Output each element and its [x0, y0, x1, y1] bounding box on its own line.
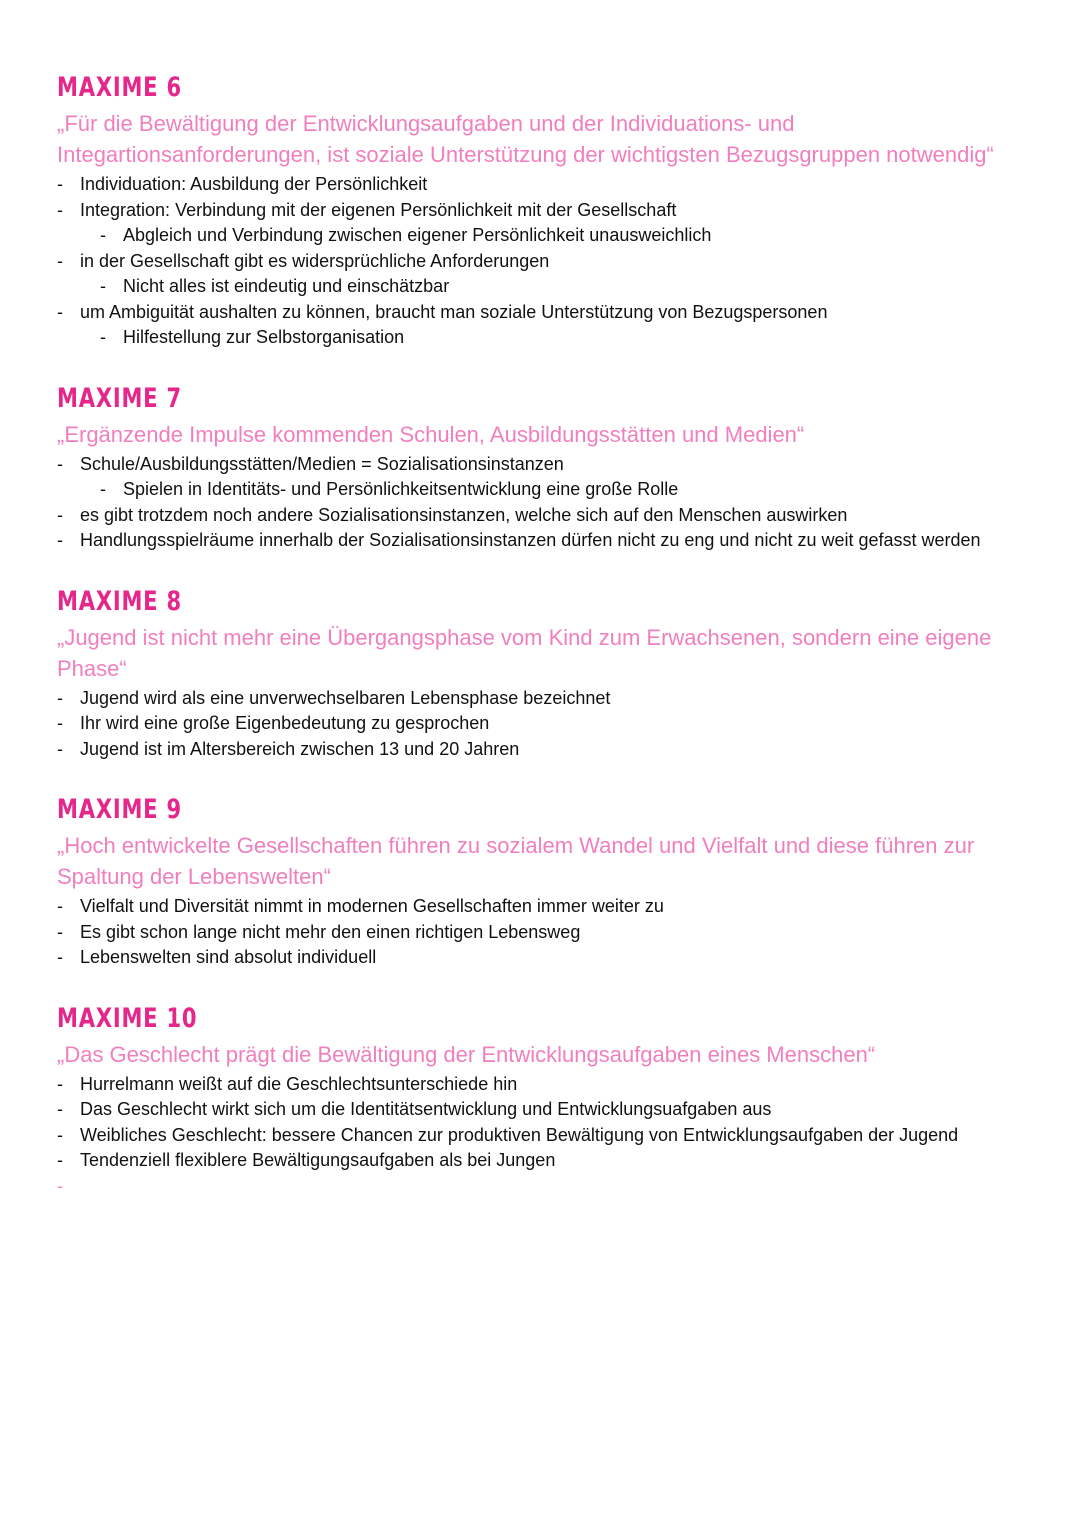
bullet-item: - Jugend wird als eine unverwechselbaren Lebensphase bezeichnet	[57, 686, 1017, 712]
section-quote: „Für die Bewältigung der Entwicklungsaufgaben und der Individuations- und Integartionsanforderungen, ist soziale Unterstützung der wichtigsten Bezugsgruppen notwendig“	[57, 111, 994, 167]
maxime-7-section	[57, 379, 1017, 554]
maxime-6-section	[57, 68, 1017, 351]
bullet-list	[57, 172, 1017, 351]
bullet-item: - Jugend ist im Altersbereich zwischen 13 und 20 Jahren	[57, 737, 1017, 763]
bullet-item: - Integration: Verbindung mit der eigenen Persönlichkeit mit der Gesellschaft	[57, 198, 1017, 224]
bullet-list	[57, 894, 1017, 971]
sub-bullet-item: - Abgleich und Verbindung zwischen eigener Persönlichkeit unausweichlich	[57, 223, 1017, 249]
section-heading: MAXIME 9	[57, 794, 182, 825]
maxime-8-section	[57, 582, 1017, 763]
bullet-item: - Schule/Ausbildungsstätten/Medien = Sozialisationsinstanzen	[57, 452, 1017, 478]
maxime-10-section	[57, 999, 1017, 1199]
section-heading: MAXIME 8	[57, 585, 182, 617]
bullet-item: - Weibliches Geschlecht: bessere Chancen zur produktiven Bewältigung von Entwicklungsaufgaben der Jugend	[57, 1123, 1017, 1149]
bullet-item: - es gibt trotzdem noch andere Sozialisationsinstanzen, welche sich auf den Menschen auswirken	[57, 503, 1017, 529]
section-heading: MAXIME 10	[57, 1002, 198, 1034]
section-quote: „Das Geschlecht prägt die Bewältigung der Entwicklungsaufgaben eines Menschen“	[57, 1041, 876, 1067]
bullet-item: - Vielfalt und Diversität nimmt in modernen Gesellschaften immer weiter zu	[57, 894, 1017, 920]
bullet-item: - Lebenswelten sind absolut individuell	[57, 945, 1017, 971]
bullet-item: - um Ambiguität aushalten zu können, braucht man soziale Unterstützung von Bezugspersonen	[57, 300, 1017, 326]
bullet-list	[57, 452, 1017, 554]
maxime-9-section	[57, 790, 1017, 971]
bullet-list	[57, 686, 1017, 763]
bullet-item: - Handlungsspielräume innerhalb der Sozialisationsinstanzen dürfen nicht zu eng und nicht zu weit gefasst werden	[57, 528, 1017, 554]
section-quote: „Jugend ist nicht mehr eine Übergangsphase vom Kind zum Erwachsenen, sondern eine eigene Phase“	[57, 624, 992, 681]
section-heading: MAXIME 6	[57, 72, 182, 103]
document-page	[57, 68, 1017, 1227]
sub-bullet-item: - Spielen in Identitäts- und Persönlichkeitsentwicklung eine große Rolle	[57, 477, 1017, 503]
sub-bullet-item: - Hilfestellung zur Selbstorganisation	[57, 325, 1017, 351]
empty-bullet-marker: -	[57, 1175, 63, 1196]
bullet-item: - Das Geschlecht wirkt sich um die Identitätsentwicklung und Entwicklungsuafgaben aus	[57, 1097, 1017, 1123]
section-quote: „Hoch entwickelte Gesellschaften führen zu sozialem Wandel und Vielfalt und diese führen zur Spaltung der Lebenswelten“	[57, 833, 975, 889]
bullet-item: - Individuation: Ausbildung der Persönlichkeit	[57, 172, 1017, 198]
bullet-item: - in der Gesellschaft gibt es widersprüchliche Anforderungen	[57, 249, 1017, 275]
bullet-item: - Hurrelmann weißt auf die Geschlechtsunterschiede hin	[57, 1072, 1017, 1098]
bullet-item: - Es gibt schon lange nicht mehr den einen richtigen Lebensweg	[57, 920, 1017, 946]
bullet-item: - Ihr wird eine große Eigenbedeutung zu gesprochen	[57, 711, 1017, 737]
bullet-item: - Tendenziell flexiblere Bewältigungsaufgaben als bei Jungen	[57, 1148, 1017, 1174]
section-heading: MAXIME 7	[57, 382, 182, 414]
sub-bullet-item: - Nicht alles ist eindeutig und einschätzbar	[57, 274, 1017, 300]
section-quote: „Ergänzende Impulse kommenden Schulen, Ausbildungsstätten und Medien“	[57, 421, 805, 447]
bullet-list	[57, 1072, 1017, 1174]
